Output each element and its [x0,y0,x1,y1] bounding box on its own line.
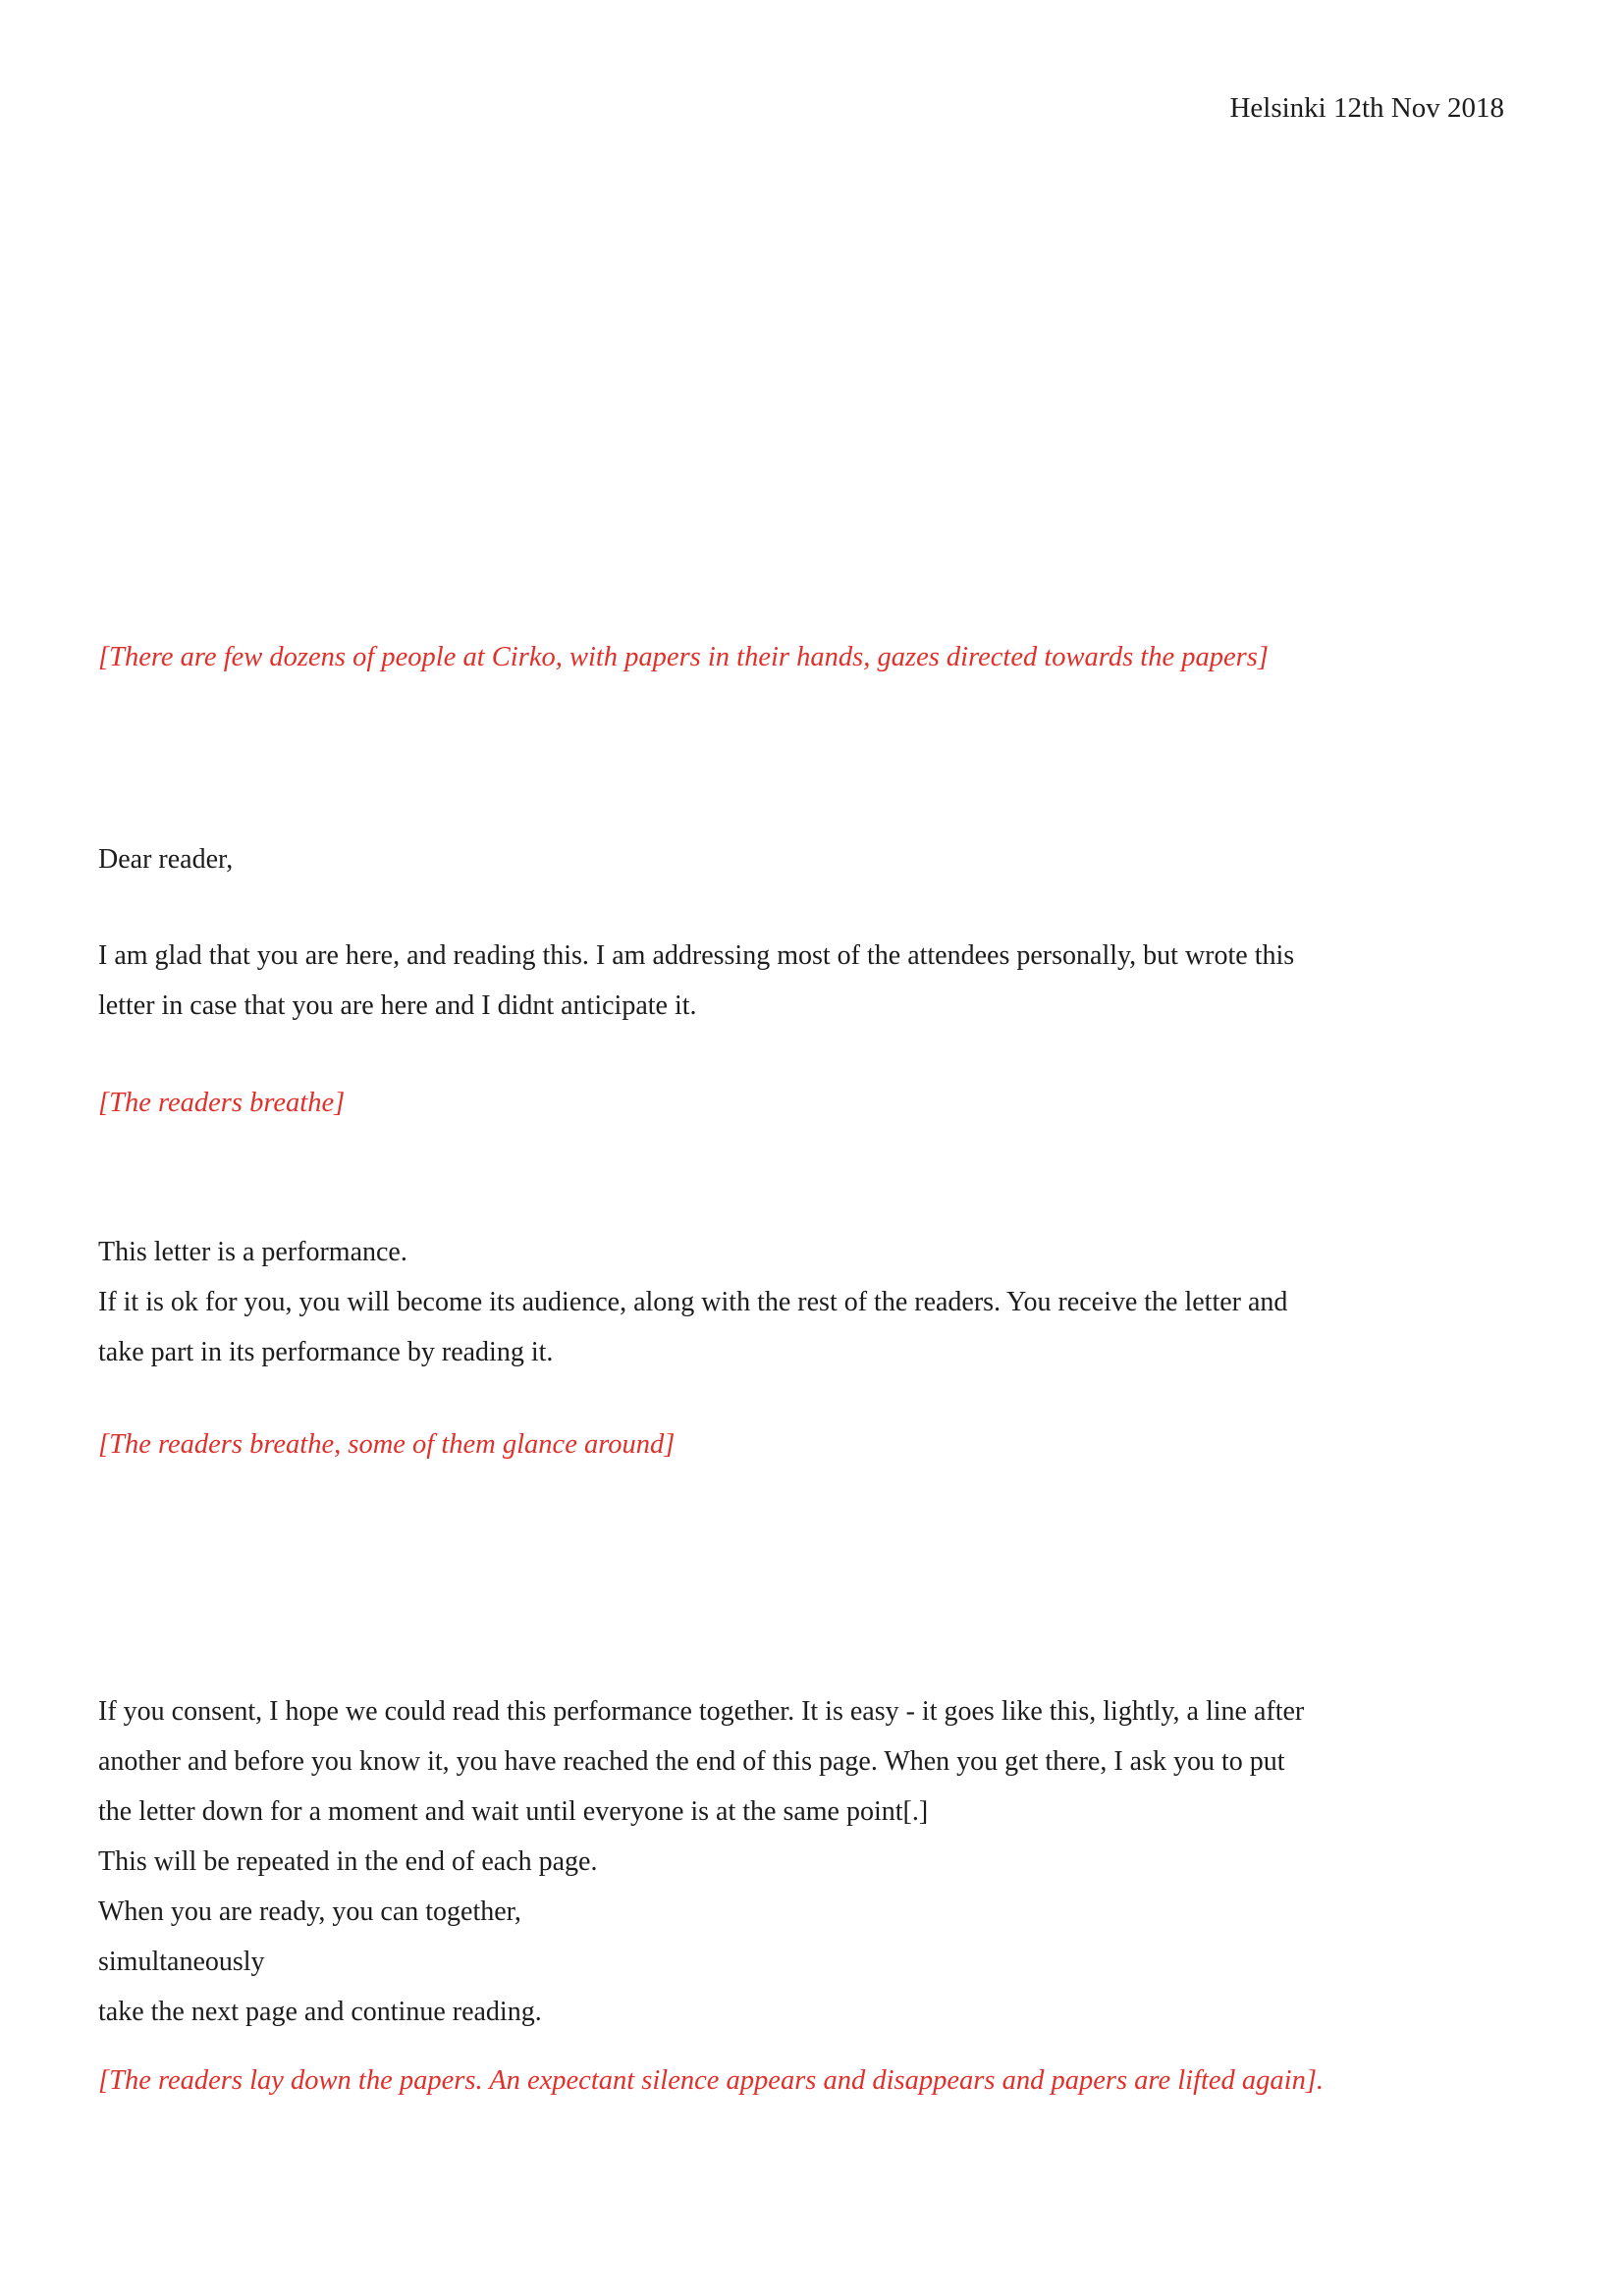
text-line: simultaneously [98,1947,265,1977]
stage-direction-breathe: [The readers breathe] [98,1088,346,1118]
text-line: take the next page and continue reading. [98,1997,542,2027]
paragraph-instructions [98,1686,1526,2037]
text-line: I am glad that you are here, and reading this. I am addressing most of the attendees personally, but wrote this [98,940,1295,971]
text-line: take part in its performance by reading it. [98,1337,554,1367]
text-line: another and before you know it, you have reached the end of this page. When you get there, I ask you to put [98,1746,1285,1777]
stage-direction-closing: [The readers lay down the papers. An expectant silence appears and disappears and papers are lifted again]. [98,2065,1325,2096]
dateline: Helsinki 12th Nov 2018 [1229,92,1504,124]
text-line: If you consent, I hope we could read this performance together. It is easy - it goes like this, lightly, a line after [98,1696,1305,1727]
text-line: letter in case that you are here and I didnt anticipate it. [98,990,697,1021]
text-line: This letter is a performance. [98,1237,407,1267]
paragraph-performance [98,1227,1526,1377]
paragraph-greeting [98,931,1526,1031]
stage-direction-opening: [There are few dozens of people at Cirko, with papers in their hands, gazes directed towards the papers] [98,642,1269,672]
text-line: This will be repeated in the end of each page. [98,1846,598,1877]
text-line: When you are ready, you can together, [98,1896,521,1927]
text-line: If it is ok for you, you will become its audience, along with the rest of the readers. You receive the letter and [98,1287,1288,1317]
stage-direction-glance: [The readers breathe, some of them glance around] [98,1429,676,1460]
text-line: the letter down for a moment and wait until everyone is at the same point[.] [98,1796,929,1827]
salutation: Dear reader, [98,844,234,875]
